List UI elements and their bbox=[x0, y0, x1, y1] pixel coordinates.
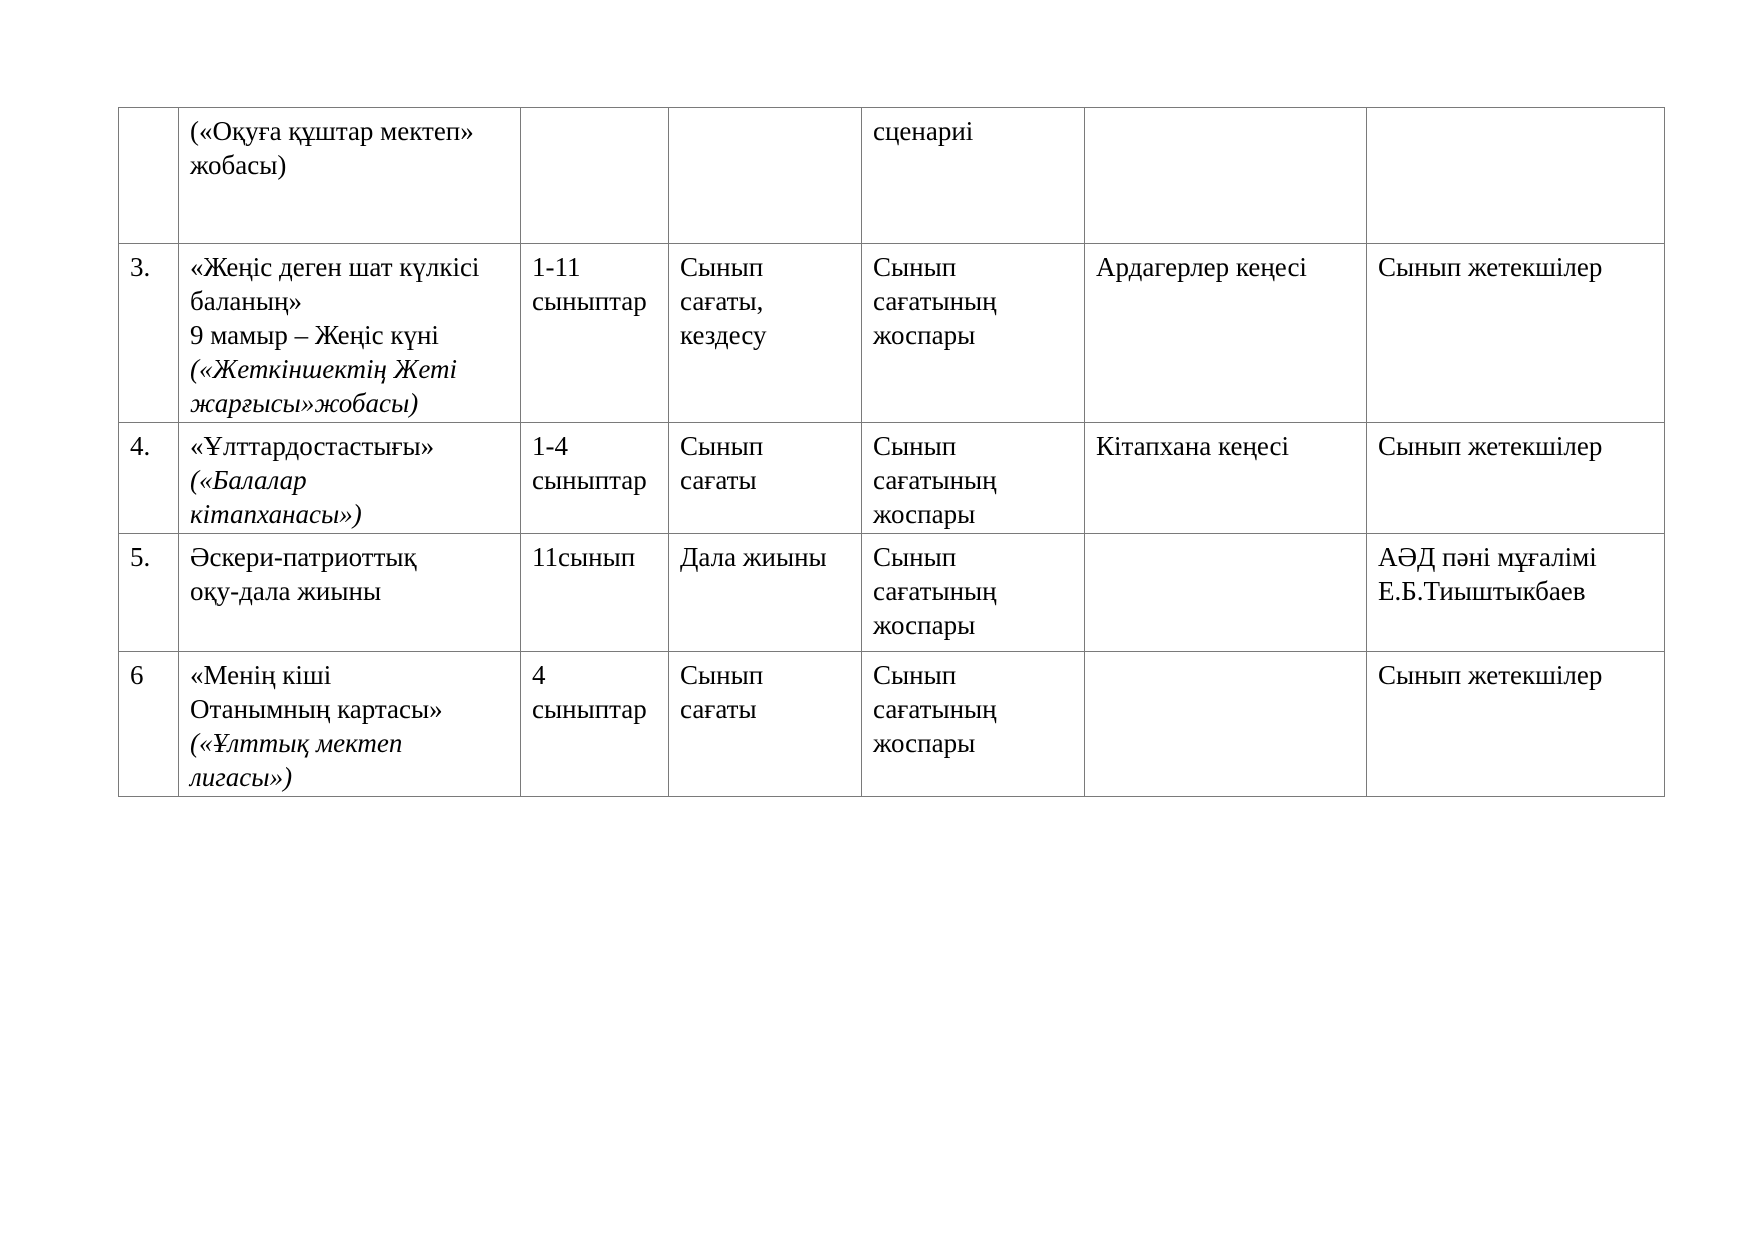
cell-grade bbox=[521, 534, 669, 652]
cell-grade-line: сыныптар bbox=[532, 694, 647, 724]
cell-grade-line: 11сынып bbox=[532, 542, 636, 572]
cell-grade-line: 4 bbox=[532, 660, 546, 690]
cell-event-title-line: («Жеткіншектің Жеті bbox=[190, 354, 458, 384]
cell-document-line: жоспары bbox=[873, 320, 976, 350]
table-row bbox=[119, 244, 1665, 423]
table-row bbox=[119, 652, 1665, 797]
cell-document-line: жоспары bbox=[873, 728, 976, 758]
cell-event-title bbox=[179, 423, 521, 534]
cell-grade-line: сыныптар bbox=[532, 465, 647, 495]
cell-number-text: 6 bbox=[130, 660, 144, 690]
cell-responsible bbox=[1367, 534, 1665, 652]
cell-responsible bbox=[1367, 652, 1665, 797]
cell-responsible bbox=[1367, 108, 1665, 244]
cell-document-line: сағатының bbox=[873, 576, 997, 606]
cell-number bbox=[119, 108, 179, 244]
cell-partner-line: Ардагерлер кеңесі bbox=[1096, 252, 1307, 282]
cell-format bbox=[669, 534, 862, 652]
cell-number bbox=[119, 652, 179, 797]
cell-format-line: Сынып bbox=[680, 660, 764, 690]
cell-event-title-line: «Ұлттардостастығы» bbox=[190, 431, 435, 461]
cell-partner bbox=[1085, 244, 1367, 423]
cell-responsible-line: АӘД пәні мұғалімі bbox=[1378, 542, 1597, 572]
table-row bbox=[119, 423, 1665, 534]
cell-document bbox=[862, 652, 1085, 797]
cell-document-line: Сынып bbox=[873, 252, 957, 282]
cell-event-title bbox=[179, 244, 521, 423]
cell-document-line: сағатының bbox=[873, 694, 997, 724]
cell-responsible-line: Сынып жетекшілер bbox=[1378, 252, 1603, 282]
cell-format-line: Сынып bbox=[680, 431, 764, 461]
cell-format-line: сағаты, bbox=[680, 286, 764, 316]
cell-document-line: сағатының bbox=[873, 465, 997, 495]
cell-document-line: жоспары bbox=[873, 610, 976, 640]
cell-event-title-line: оқу-дала жиыны bbox=[190, 576, 382, 606]
cell-event-title-line: жарғысы»жобасы) bbox=[190, 388, 419, 418]
cell-event-title-line: («Оқуға құштар мектеп» bbox=[190, 116, 474, 146]
cell-grade bbox=[521, 244, 669, 423]
cell-responsible bbox=[1367, 423, 1665, 534]
cell-event-title bbox=[179, 534, 521, 652]
cell-grade-line: 1-4 bbox=[532, 431, 568, 461]
cell-number-text: 3. bbox=[130, 252, 151, 282]
cell-grade-line: сыныптар bbox=[532, 286, 647, 316]
cell-document-line: сағатының bbox=[873, 286, 997, 316]
cell-format-line: кездесу bbox=[680, 320, 767, 350]
cell-document-line: жоспары bbox=[873, 499, 976, 529]
cell-event-title-line: «Менің кіші bbox=[190, 660, 332, 690]
cell-partner bbox=[1085, 108, 1367, 244]
cell-event-title-line: 9 мамыр – Жеңіс күні bbox=[190, 320, 439, 350]
cell-format bbox=[669, 652, 862, 797]
cell-partner bbox=[1085, 423, 1367, 534]
cell-number bbox=[119, 534, 179, 652]
cell-format bbox=[669, 108, 862, 244]
cell-partner-line: Кітапхана кеңесі bbox=[1096, 431, 1290, 461]
table-row bbox=[119, 108, 1665, 244]
cell-document-line: сценариі bbox=[873, 116, 974, 146]
cell-document-line: Сынып bbox=[873, 431, 957, 461]
cell-format-line: Дала жиыны bbox=[680, 542, 827, 572]
table-row bbox=[119, 534, 1665, 652]
cell-event-title-line: «Жеңіс деген шат күлкісі bbox=[190, 252, 480, 282]
cell-number-text: 4. bbox=[130, 431, 151, 461]
cell-format-line: Сынып bbox=[680, 252, 764, 282]
cell-event-title-line: Отанымның картасы» bbox=[190, 694, 443, 724]
cell-format-line: сағаты bbox=[680, 465, 757, 495]
cell-number-text: 5. bbox=[130, 542, 151, 572]
cell-grade bbox=[521, 423, 669, 534]
cell-document bbox=[862, 534, 1085, 652]
cell-partner bbox=[1085, 652, 1367, 797]
cell-responsible-line: Е.Б.Тиыштыкбаев bbox=[1378, 576, 1586, 606]
table-body bbox=[119, 108, 1665, 797]
cell-document bbox=[862, 244, 1085, 423]
cell-event-title bbox=[179, 652, 521, 797]
cell-grade bbox=[521, 108, 669, 244]
cell-document bbox=[862, 423, 1085, 534]
cell-event-title-line: Әскери-патриоттық bbox=[190, 542, 417, 572]
cell-number bbox=[119, 423, 179, 534]
cell-responsible-line: Сынып жетекшілер bbox=[1378, 660, 1603, 690]
cell-event-title-line: жобасы) bbox=[190, 150, 287, 180]
cell-grade-line: 1-11 bbox=[532, 252, 581, 282]
cell-event-title-line: баланың» bbox=[190, 286, 302, 316]
cell-event-title-line: кітапханасы») bbox=[190, 499, 362, 529]
events-plan-table bbox=[118, 107, 1665, 797]
cell-number bbox=[119, 244, 179, 423]
cell-format bbox=[669, 423, 862, 534]
cell-document-line: Сынып bbox=[873, 660, 957, 690]
cell-partner bbox=[1085, 534, 1367, 652]
cell-document-line: Сынып bbox=[873, 542, 957, 572]
cell-format-line: сағаты bbox=[680, 694, 757, 724]
cell-event-title-line: («Балалар bbox=[190, 465, 307, 495]
cell-format bbox=[669, 244, 862, 423]
cell-event-title-line: лигасы») bbox=[190, 762, 293, 792]
cell-event-title bbox=[179, 108, 521, 244]
cell-event-title-line: («Ұлттық мектеп bbox=[190, 728, 403, 758]
cell-responsible bbox=[1367, 244, 1665, 423]
cell-responsible-line: Сынып жетекшілер bbox=[1378, 431, 1603, 461]
cell-document bbox=[862, 108, 1085, 244]
cell-grade bbox=[521, 652, 669, 797]
